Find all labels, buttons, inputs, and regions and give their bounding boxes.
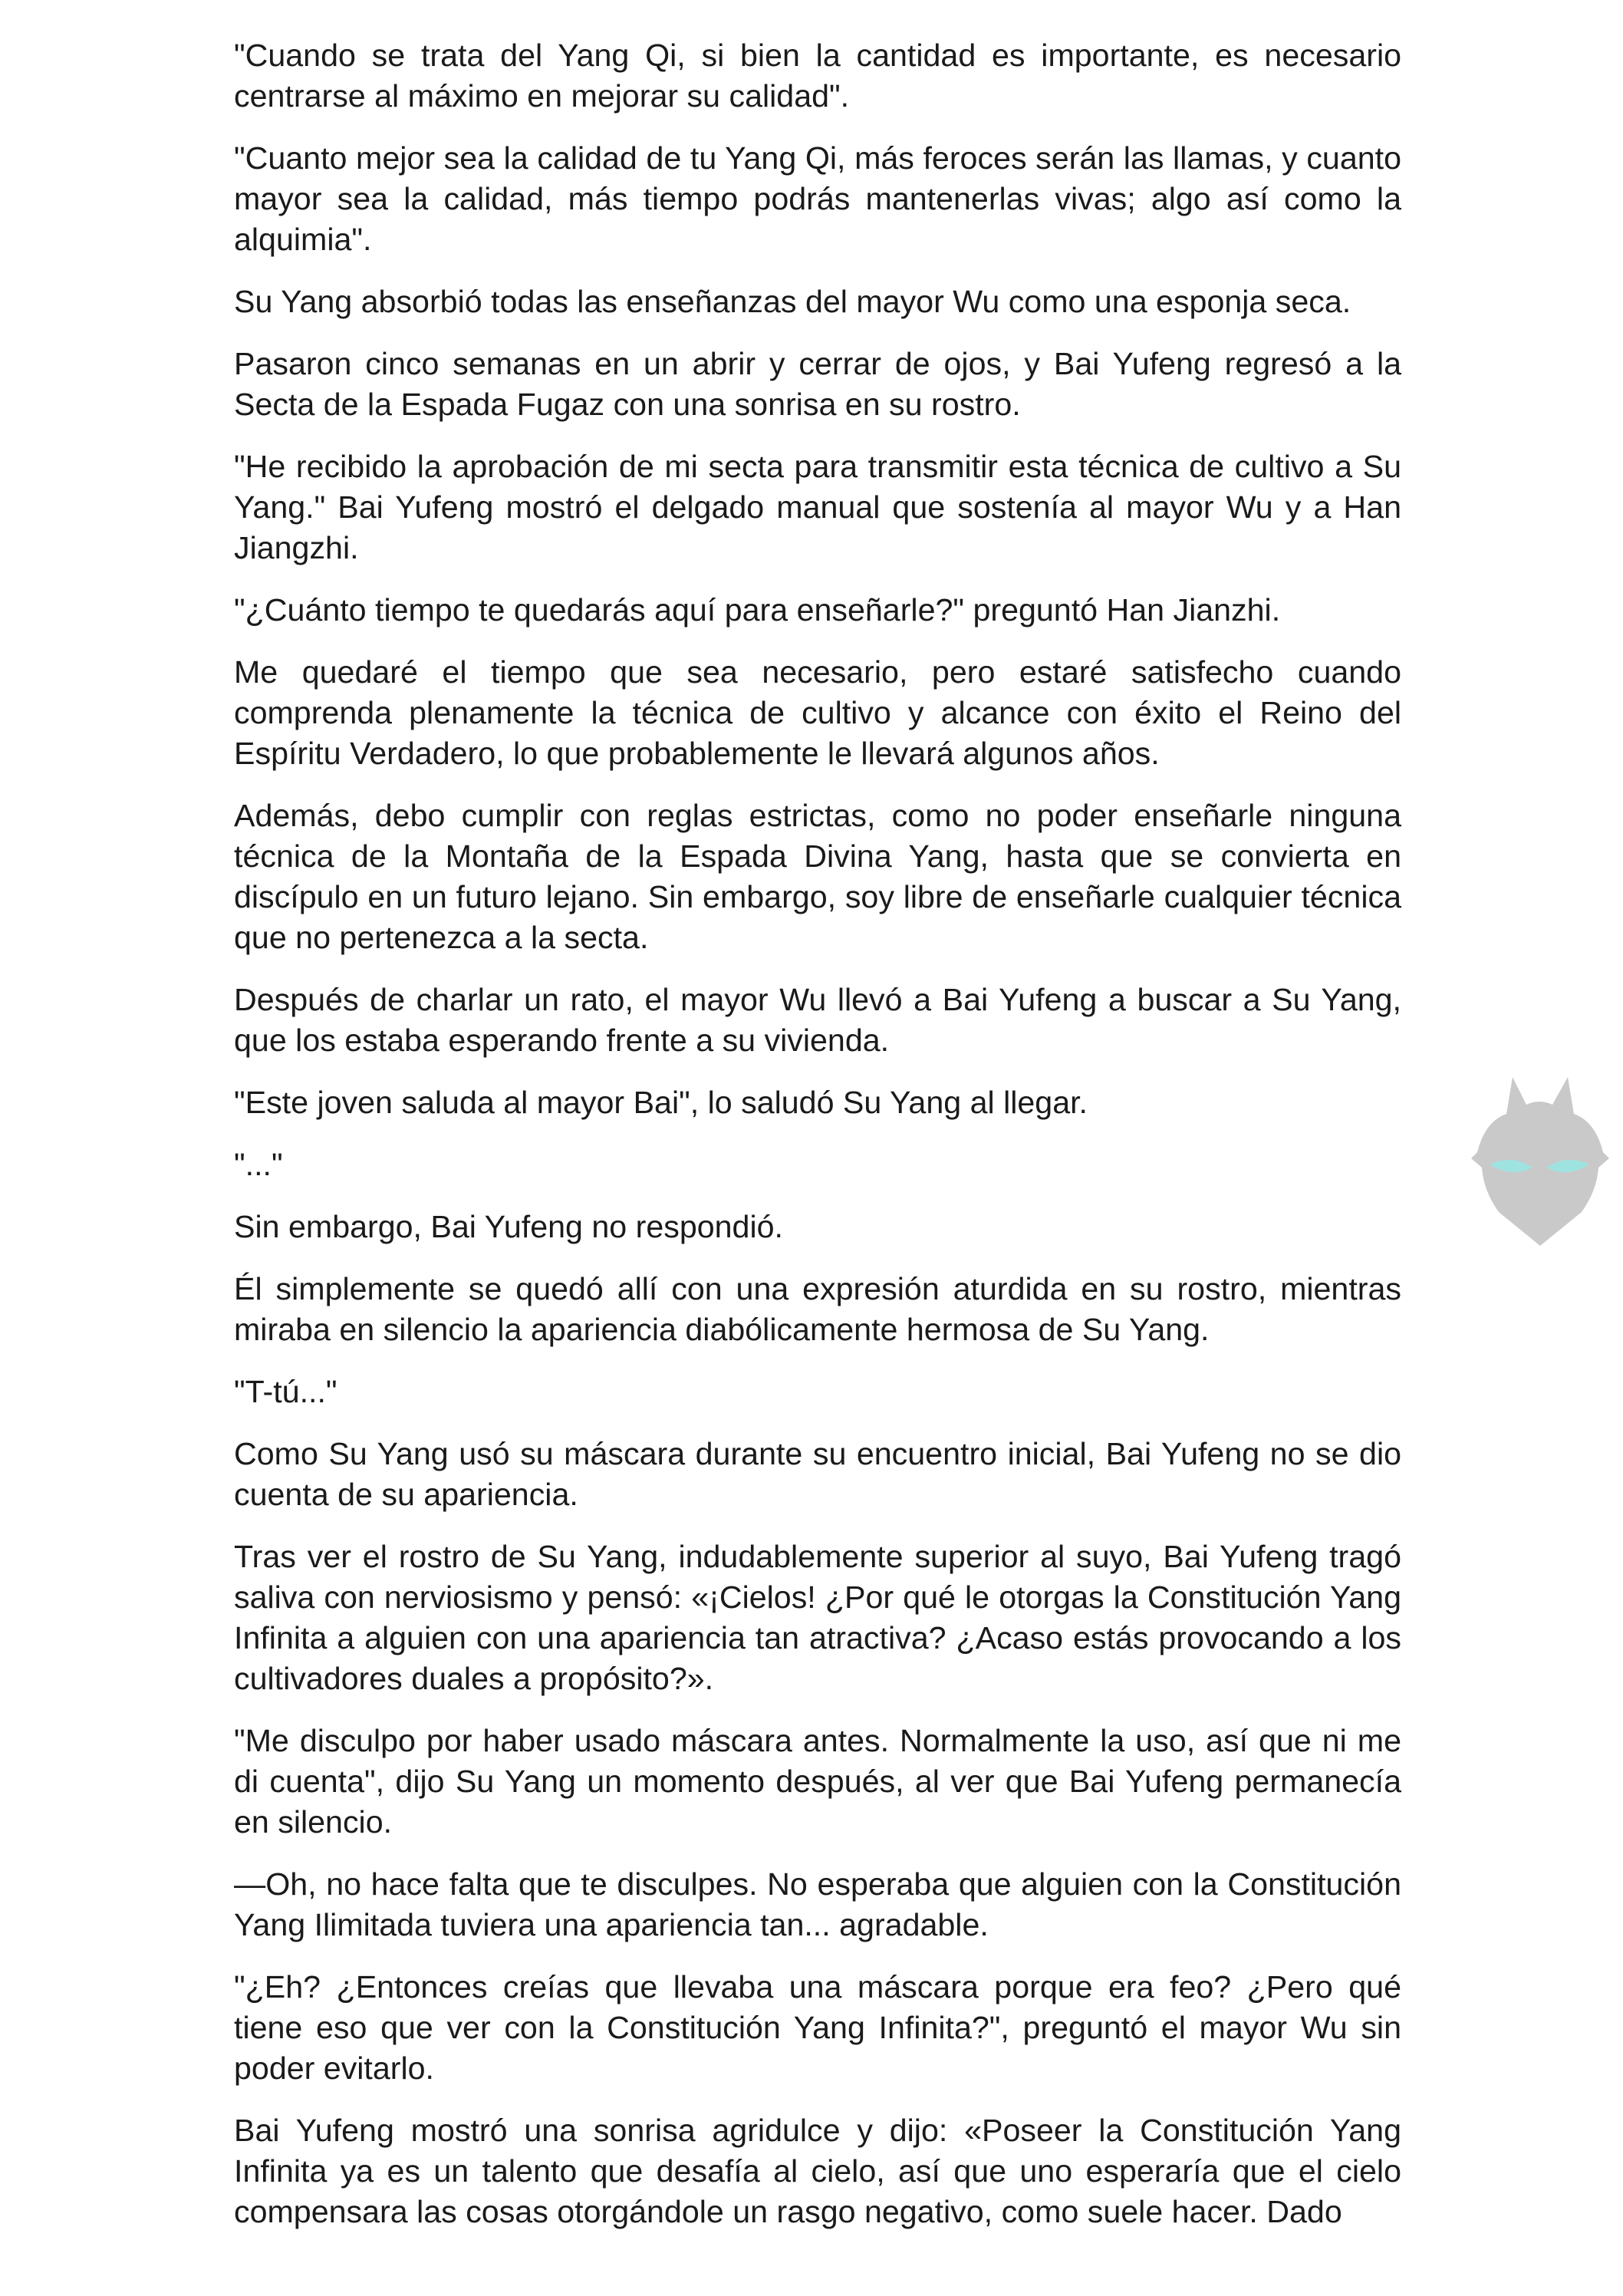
paragraph-3: Su Yang absorbió todas las enseñanzas del mayor Wu como una esponja seca.: [234, 284, 1351, 319]
paragraph-14: "T-tú...": [234, 1374, 337, 1409]
paragraph-12: Sin embargo, Bai Yufeng no respondió.: [234, 1209, 783, 1244]
paragraph-20: Bai Yufeng mostró una sonrisa agridulce y dijo: «Poseer la Constitución Yang Infinita ya es un talento que desafía al cielo, así que uno esperaría que el cielo compensara las cosas otorgándole un rasgo negativo, como suele hacer. Dado: [234, 2113, 1401, 2229]
paragraph-7: Me quedaré el tiempo que sea necesario, pero estaré satisfecho cuando comprenda plenamente la técnica de cultivo y alcance con éxito el Reino del Espíritu Verdadero, lo que probablemente le llevará algunos años.: [234, 654, 1401, 771]
paragraph-5: "He recibido la aprobación de mi secta para transmitir esta técnica de cultivo a Su Yang." Bai Yufeng mostró el delgado manual que sostenía al mayor Wu y a Han Jiangzhi.: [234, 449, 1401, 565]
paragraph-11: "...": [234, 1147, 283, 1182]
paragraph-8: Además, debo cumplir con reglas estrictas, como no poder enseñarle ninguna técnica de la Montaña de la Espada Divina Yang, hasta que se convierta en discípulo en un futuro lejano. Sin embargo, soy libre de enseñarle cualquier técnica que no pertenezca a la secta.: [234, 798, 1401, 955]
paragraph-16: Tras ver el rostro de Su Yang, indudablemente superior al suyo, Bai Yufeng tragó saliva con nerviosismo y pensó: «¡Cielos! ¿Por qué le otorgas la Constitución Yang Infinita a alguien con una apariencia tan atractiva? ¿Acaso estás provocando a los cultivadores duales a propósito?».: [234, 1539, 1401, 1696]
demon-head-shape: [1471, 1077, 1609, 1246]
paragraph-17: "Me disculpo por haber usado máscara antes. Normalmente la uso, así que ni me di cuenta", dijo Su Yang un momento después, al ver que Bai Yufeng permanecía en silencio.: [234, 1723, 1401, 1840]
paragraph-10: "Este joven saluda al mayor Bai", lo saludó Su Yang al llegar.: [234, 1085, 1088, 1120]
document-body: [234, 35, 1401, 2254]
paragraph-6: "¿Cuánto tiempo te quedarás aquí para enseñarle?" preguntó Han Jianzhi.: [234, 592, 1281, 628]
paragraph-4: Pasaron cinco semanas en un abrir y cerrar de ojos, y Bai Yufeng regresó a la Secta de la Espada Fugaz con una sonrisa en su rostro.: [234, 346, 1401, 422]
paragraph-18: —Oh, no hace falta que te disculpes. No esperaba que alguien con la Constitución Yang Ilimitada tuviera una apariencia tan... agradable.: [234, 1866, 1401, 1942]
paragraph-1: "Cuando se trata del Yang Qi, si bien la cantidad es importante, es necesario centrarse al máximo en mejorar su calidad".: [234, 38, 1401, 114]
demon-head-icon: [1467, 1068, 1612, 1252]
paragraph-2: "Cuanto mejor sea la calidad de tu Yang Qi, más feroces serán las llamas, y cuanto mayor sea la calidad, más tiempo podrás mantenerlas vivas; algo así como la alquimia".: [234, 140, 1401, 257]
paragraph-13: Él simplemente se quedó allí con una expresión aturdida en su rostro, mientras miraba en silencio la apariencia diabólicamente hermosa de Su Yang.: [234, 1271, 1401, 1347]
paragraph-19: "¿Eh? ¿Entonces creías que llevaba una máscara porque era feo? ¿Pero qué tiene eso que ver con la Constitución Yang Infinita?", preguntó el mayor Wu sin poder evitarlo.: [234, 1969, 1401, 2086]
paragraph-15: Como Su Yang usó su máscara durante su encuentro inicial, Bai Yufeng no se dio cuenta de su apariencia.: [234, 1436, 1401, 1512]
paragraph-9: Después de charlar un rato, el mayor Wu llevó a Bai Yufeng a buscar a Su Yang, que los estaba esperando frente a su vivienda.: [234, 982, 1401, 1058]
